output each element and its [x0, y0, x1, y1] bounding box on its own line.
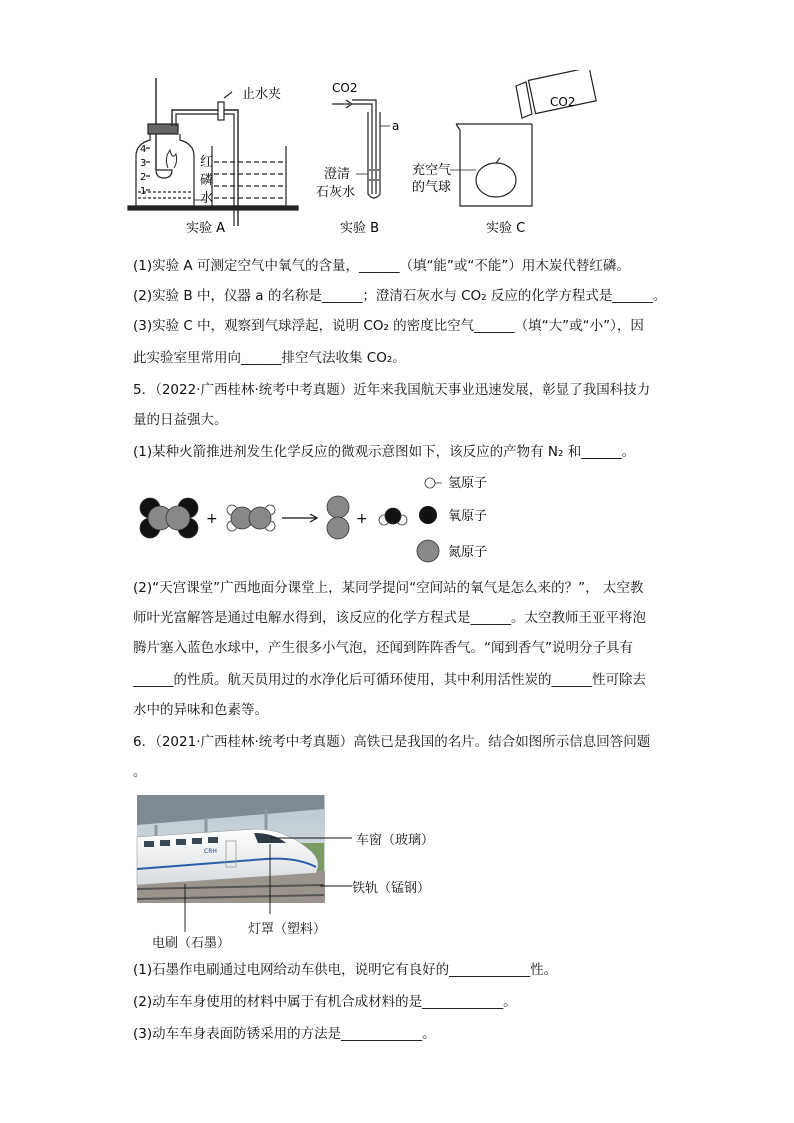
- q6-part2: (2)动车车身使用的材料中属于有机合成材料的是____________。: [133, 994, 517, 1010]
- q5-part2b: 师叶光富解答是通过电解水得到，该反应的化学方程式是______。太空教师王亚平将泡: [133, 610, 646, 626]
- red-phosphorus-label-2: 磷: [200, 173, 214, 188]
- legend-nitrogen-label: 氮原子: [448, 545, 488, 560]
- reaction-diagram: [130, 470, 510, 570]
- label-lamp: 灯罩（塑料）: [248, 922, 327, 937]
- q6-part1: (1)石墨作电刷通过电网给动车供电，说明它有良好的____________性。: [133, 962, 558, 978]
- experiment-b-apparatus: [332, 100, 390, 198]
- legend-nitrogen-symbol: [417, 540, 439, 562]
- q5-part2e: 水中的异味和色素等。: [133, 702, 268, 718]
- bottle-co2-label: CO2: [550, 95, 576, 109]
- experiment-figure: [120, 70, 620, 240]
- q4-part3b: 此实验室里常用向______排空气法收集 CO₂。: [133, 350, 406, 366]
- instrument-a-label: a: [392, 119, 400, 133]
- water-label: 水: [200, 191, 214, 206]
- train-mark: CRH: [204, 848, 217, 855]
- legend-hydrogen-symbol: [425, 478, 442, 488]
- legend-oxygen-symbol: [419, 506, 437, 524]
- red-phosphorus-label-1: 红: [200, 155, 214, 170]
- q5-part2c: 腾片塞入蓝色水球中，产生很多小气泡，还闻到阵阵香气。“闻到香气”说明分子具有: [133, 640, 633, 656]
- n2-molecule: [327, 496, 349, 539]
- co2-arrow-label: CO2: [332, 81, 358, 95]
- q5-part2d: ______的性质。航天员用过的水净化后可循环使用，其中利用活性炭的______性可除去: [133, 672, 646, 688]
- label-rail: 铁轨（锰钢）: [352, 881, 431, 896]
- q5-part1: (1)某种火箭推进剂发生化学反应的微观示意图如下，该反应的产物有 N₂ 和______。: [133, 444, 636, 460]
- scale-3: 3: [140, 158, 147, 169]
- caption-experiment-c: 实验 C: [486, 221, 526, 236]
- water-clip-label: 止水夹: [242, 87, 282, 102]
- scale-2: 2: [140, 172, 147, 183]
- reaction-arrow: [282, 514, 317, 522]
- caption-experiment-b: 实验 B: [340, 221, 380, 236]
- q5-intro-b: 量的日益强大。: [133, 412, 228, 428]
- label-brush: 电刷（石墨）: [152, 936, 231, 951]
- balloon-label-2: 的气球: [412, 180, 452, 195]
- experiment-c-apparatus: [450, 70, 596, 206]
- q4-part3a: (3)实验 C 中，观察到气球浮起，说明 CO₂ 的密度比空气______（填“大”或“小”），因: [133, 318, 644, 334]
- scale-4: 4: [140, 144, 147, 155]
- q5-part2a: (2)“天宫课堂”广西地面分课堂上，某同学提问“空间站的氧气是怎么来的？”， 太空教: [133, 580, 644, 596]
- q6-intro-b: 。: [133, 764, 147, 780]
- caption-experiment-a: 实验 A: [186, 221, 226, 236]
- q6-part3: (3)动车车身表面防锈采用的方法是____________。: [133, 1026, 436, 1042]
- balloon-label-1: 充空气: [412, 163, 452, 178]
- label-window: 车窗（玻璃）: [356, 833, 435, 848]
- n2h4-molecule: [227, 505, 275, 531]
- q4-part1: (1)实验 A 可测定空气中氧气的含量，______（填“能”或“不能”）用木炭代替红磷。: [133, 258, 630, 274]
- q6-intro-a: 6．（2021·广西桂林·统考中考真题）高铁已是我国的名片。结合如图所示信息回答问题: [133, 734, 651, 750]
- legend-oxygen-label: 氧原子: [448, 509, 488, 524]
- legend-hydrogen-label: 氢原子: [448, 476, 488, 491]
- plus-sign-1: +: [206, 511, 218, 527]
- n2o4-molecule: [140, 498, 198, 538]
- scale-1: 1: [140, 186, 147, 197]
- h2o-molecule: [379, 508, 407, 525]
- q5-intro-a: 5．（2022·广西桂林·统考中考真题）近年来我国航天事业迅速发展，彰显了我国科技力: [133, 382, 651, 398]
- plus-sign-2: +: [356, 511, 368, 527]
- q4-part2: (2)实验 B 中，仪器 a 的名称是______；澄清石灰水与 CO₂ 反应的化学方程式是______。: [133, 288, 667, 304]
- limewater-label-1: 澄清: [324, 167, 351, 182]
- limewater-label-2: 石灰水: [316, 185, 356, 200]
